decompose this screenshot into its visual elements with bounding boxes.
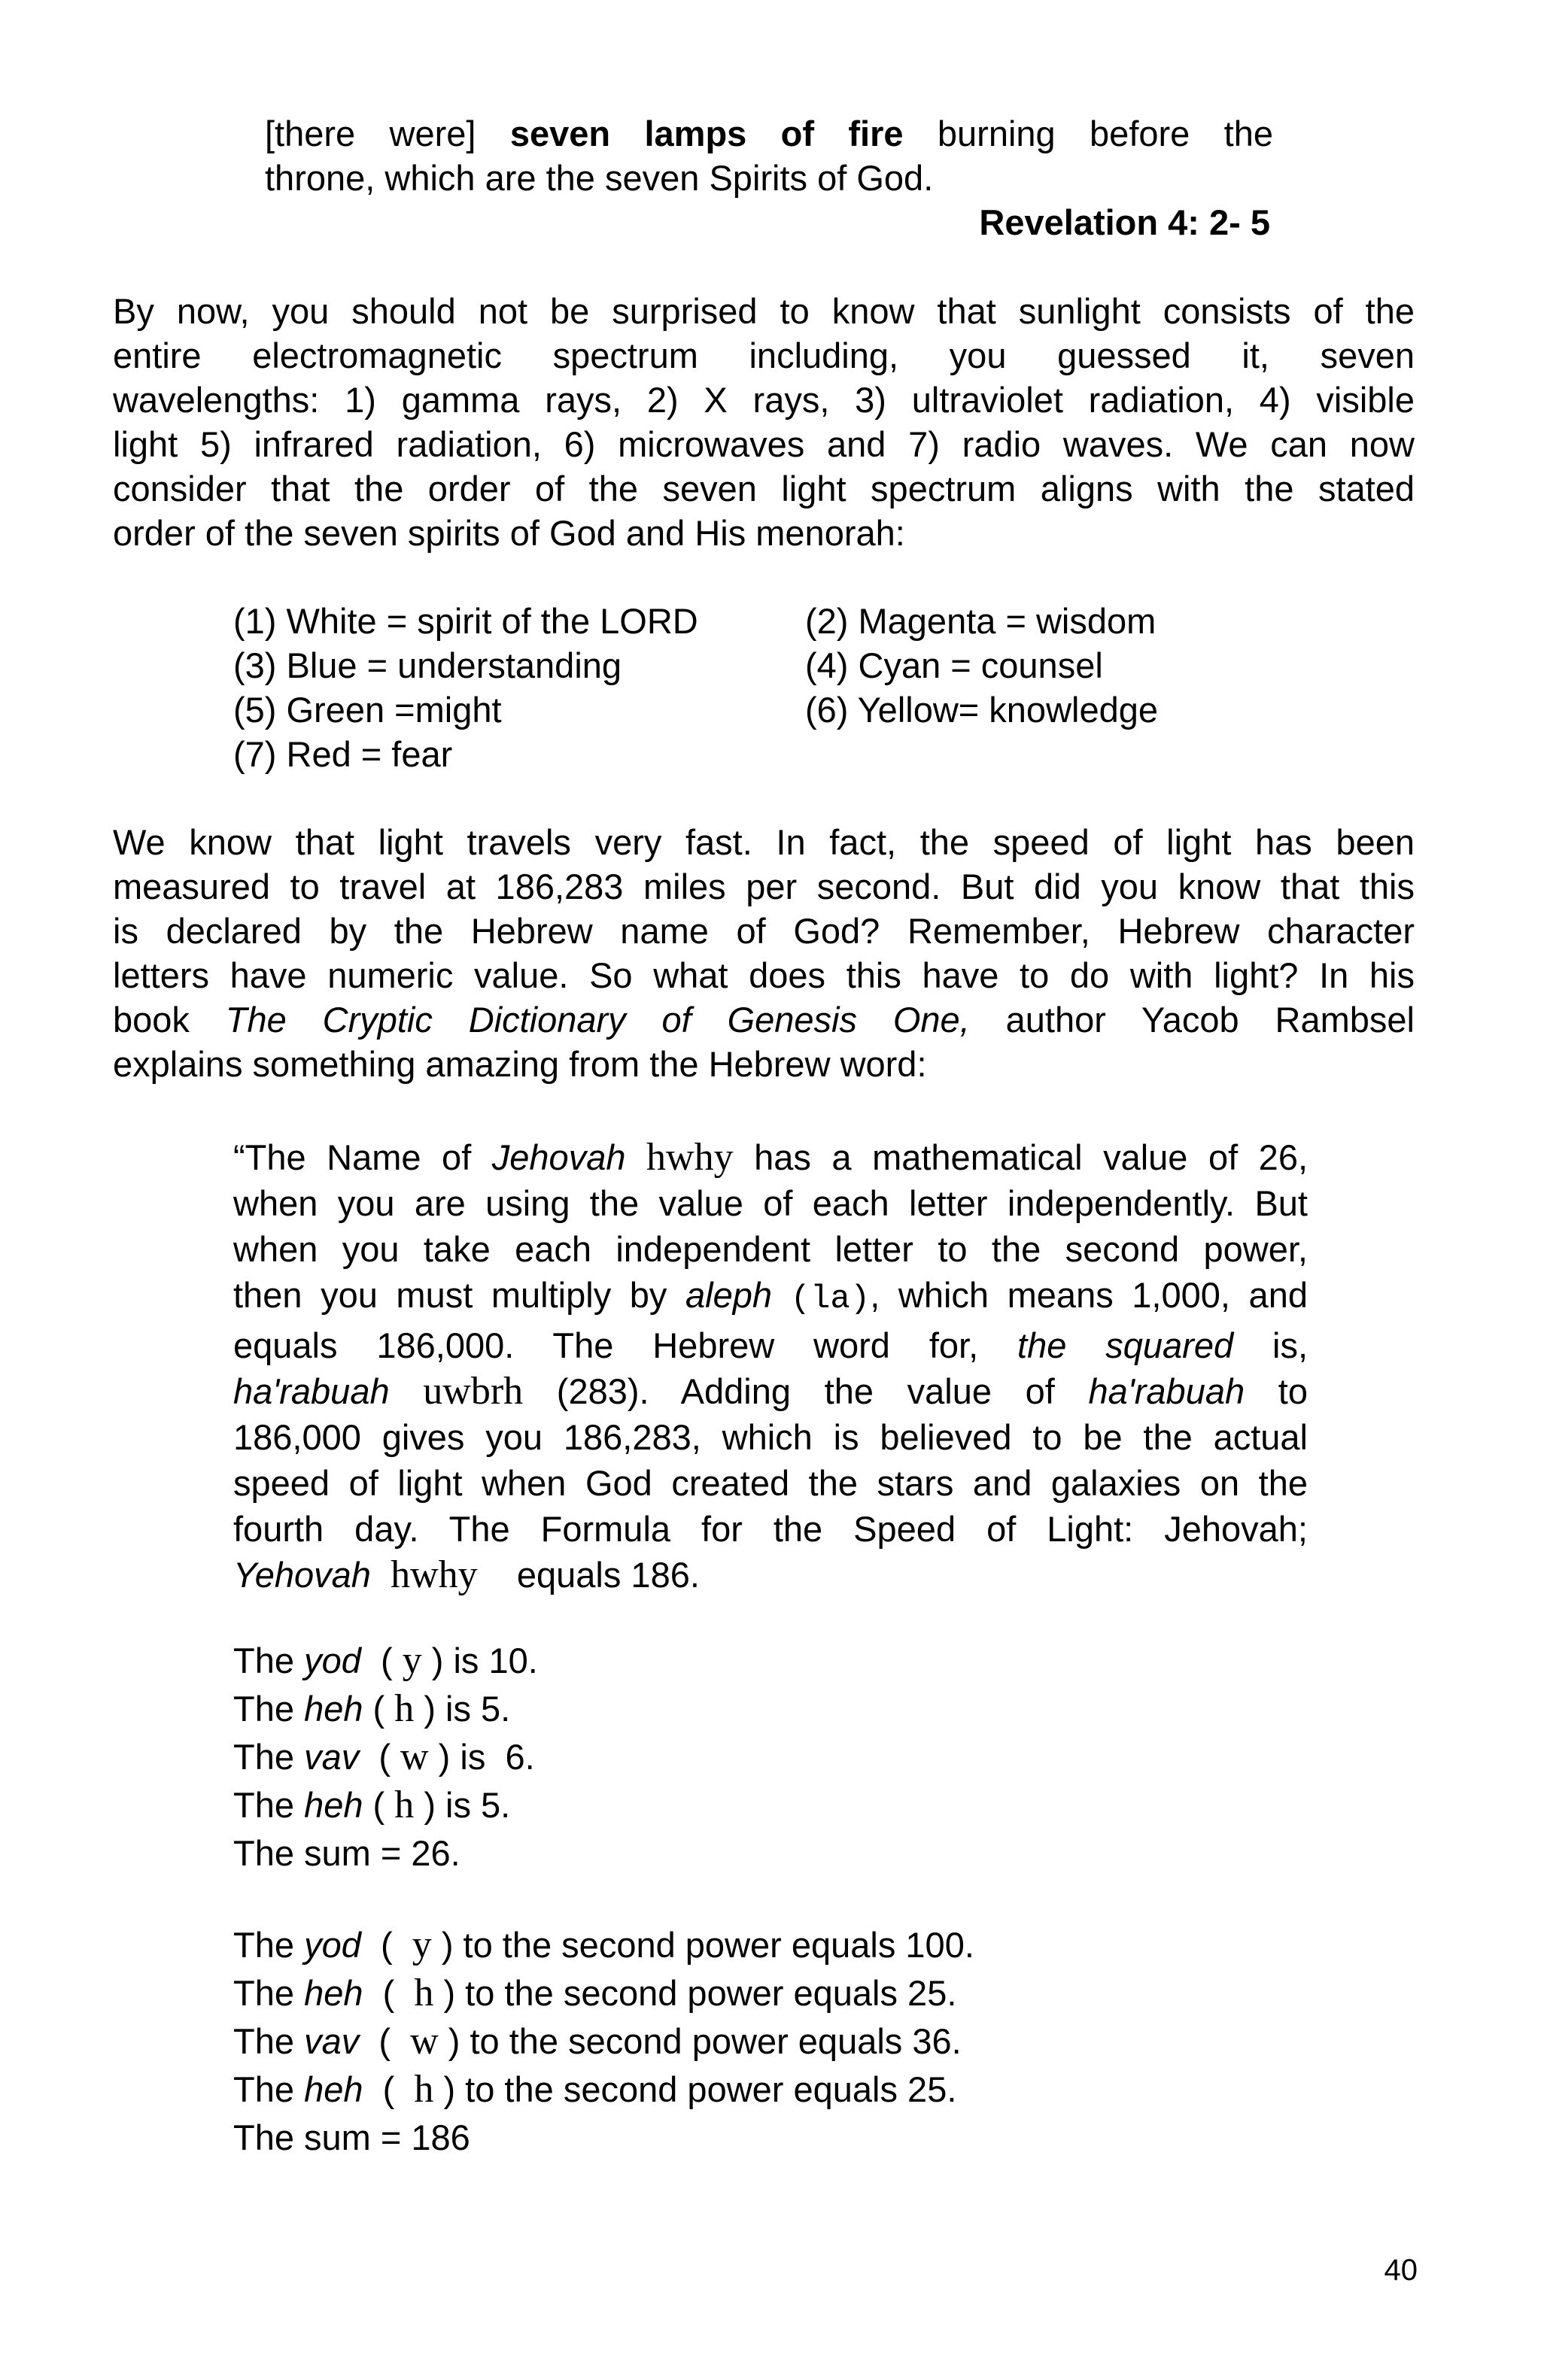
squared-value-sum: The sum = 186 (233, 2117, 470, 2157)
quote-line: Yehovah hwhy equals 186. (233, 1553, 700, 1596)
paragraph-line: explains something amazing from the Hebrew word: (113, 1044, 927, 1084)
paragraph-line: measured to travel at 186,283 miles per second. But did you know that this (113, 867, 1415, 906)
letter-value-row: The heh ( h ) is 5. (233, 1783, 511, 1826)
letter-value-sum: The sum = 26. (233, 1833, 460, 1873)
spirit-item: (5) Green =might (233, 690, 502, 730)
paragraph-line: book The Cryptic Dictionary of Genesis One, author Yacob Rambsel (113, 1000, 1415, 1040)
letter-value-row: The heh ( h ) is 5. (233, 1687, 511, 1730)
spirit-item: (4) Cyan = counsel (805, 645, 1103, 685)
hebrew-letter: h (414, 2068, 434, 2111)
spirit-item: (1) White = spirit of the LORD (233, 601, 698, 641)
quote-line: ha'rabuah uwbrh (283). Adding the value of ha'rabuah to (233, 1370, 1308, 1413)
paragraph-line: By now, you should not be surprised to know that sunlight consists of the (113, 291, 1415, 331)
letter-value-row: The vav ( w ) is 6. (233, 1735, 535, 1778)
paragraph-line: consider that the order of the seven light spectrum aligns with the stated (113, 469, 1415, 508)
scripture-citation: Revelation 4: 2- 5 (979, 202, 1270, 242)
hebrew-word: uwbrh (423, 1370, 524, 1413)
hebrew-word: hwhy (646, 1136, 734, 1179)
book-title: The Cryptic Dictionary of Genesis One, (225, 1000, 970, 1040)
paragraph-line: wavelengths: 1) gamma rays, 2) X rays, 3) ultraviolet radiation, 4) visible (113, 380, 1415, 420)
spirit-item: (3) Blue = understanding (233, 645, 622, 685)
squared-value-row: The heh ( h ) to the second power equals 25. (233, 2068, 957, 2111)
quote-line: equals 186,000. The Hebrew word for, the squared is, (233, 1325, 1308, 1365)
paragraph-line: is declared by the Hebrew name of God? Remember, Hebrew character (113, 911, 1415, 951)
letter-values (233, 1637, 538, 1878)
paragraph-light-speed (113, 820, 1415, 1086)
quote-line: when you take each independent letter to the second power, (233, 1229, 1308, 1269)
hebrew-letter: w (400, 1735, 429, 1778)
quote-line: speed of light when God created the stars and galaxies on the (233, 1463, 1308, 1503)
hebrew-letter: w (410, 2020, 439, 2063)
scripture-line-1: [there were] seven lamps of fire burning before the (265, 114, 1273, 153)
page-number: 40 (1384, 2254, 1418, 2287)
hebrew-letter: h (414, 1972, 434, 2014)
squared-value-row: The yod ( y ) to the second power equals 100. (233, 1923, 974, 1966)
paragraph-spectrum (113, 289, 1415, 555)
paragraph-line: light 5) infrared radiation, 6) microwaves and 7) radio waves. We can now (113, 424, 1415, 464)
squared-value-row: The vav ( w ) to the second power equals 36. (233, 2020, 962, 2063)
hebrew-letter: h (394, 1687, 415, 1730)
squared-values (233, 1921, 974, 2162)
spirits-list (233, 599, 1257, 776)
quote-line: 186,000 gives you 186,283, which is believed to be the actual (233, 1417, 1308, 1457)
paragraph-line: order of the seven spirits of God and His menorah: (113, 513, 905, 553)
scripture-quote (265, 111, 1273, 244)
squared-value-row: The heh ( h ) to the second power equals 25. (233, 1972, 957, 2014)
hebrew-letter: y (412, 1923, 432, 1966)
letter-value-row: The yod ( y ) is 10. (233, 1639, 538, 1682)
quote-line: when you are using the value of each letter independently. But (233, 1183, 1308, 1223)
scripture-emphasis: seven lamps of fire (509, 114, 904, 153)
spirit-item: (6) Yellow= knowledge (805, 690, 1159, 730)
spirit-item: (2) Magenta = wisdom (805, 601, 1157, 641)
paragraph-line: entire electromagnetic spectrum including, you guessed it, seven (113, 335, 1415, 375)
hebrew-letter: h (394, 1783, 415, 1826)
hebrew-letter: y (402, 1639, 422, 1682)
spirit-item: (7) Red = fear (233, 734, 453, 774)
paragraph-line: We know that light travels very fast. In fact, the speed of light has been (113, 822, 1415, 862)
quote-line: then you must multiply by aleph (la), which means 1,000, and (233, 1275, 1308, 1318)
quote-line: “The Name of Jehovah hwhy has a mathematical value of 26, (233, 1136, 1308, 1179)
block-quote (233, 1134, 1308, 1598)
hebrew-word: (la) (790, 1280, 871, 1318)
quote-line: fourth day. The Formula for the Speed of Light: Jehovah; (233, 1509, 1308, 1549)
paragraph-line: letters have numeric value. So what does this have to do with light? In his (113, 955, 1415, 995)
hebrew-word: hwhy (391, 1553, 478, 1596)
scripture-line-2: throne, which are the seven Spirits of God. (265, 158, 934, 198)
